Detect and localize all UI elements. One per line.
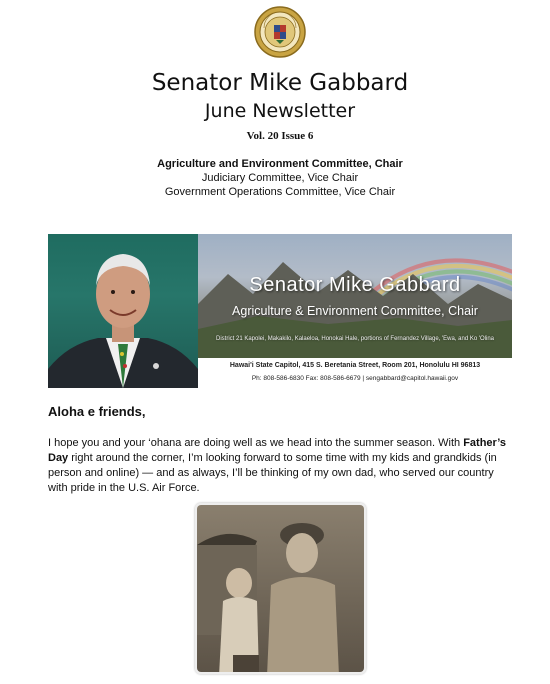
intro-paragraph bbox=[48, 436, 514, 496]
banner-info bbox=[198, 234, 512, 388]
banner-address: Hawai'i State Capitol, 415 S. Beretania Street, Room 201, Honolulu HI 96813 bbox=[229, 362, 481, 369]
banner-role: Agriculture & Environment Committee, Chair bbox=[232, 304, 478, 318]
fathers-day-emphasis: Father’s Day bbox=[48, 437, 506, 464]
intro-text-end: right around the corner, I’m looking forward to some time with my kids and grandkids (in person and online) — and as always, I’ll be thinking of my own dad, who served our country with pride in the U.S. Air Force. bbox=[48, 452, 497, 494]
banner-contact: Ph: 808-586-6830 Fax: 808-586-6679 | sengabbard@capitol.hawaii.gov bbox=[251, 375, 459, 382]
greeting-heading: Aloha e friends, bbox=[48, 404, 146, 419]
state-seal-icon bbox=[254, 6, 306, 58]
banner-senator-name: Senator Mike Gabbard bbox=[249, 274, 461, 296]
senator-banner bbox=[48, 234, 512, 388]
newsletter-title: Senator Mike Gabbard bbox=[151, 70, 409, 96]
intro-text-start: I hope you and your ‘ohana are doing well as we head into the summer season. With bbox=[48, 437, 464, 449]
committee-list bbox=[0, 157, 550, 199]
banner-district: District 21 Kapolei, Makakilo, Kalaeloa, Honokai Hale, portions of Fernandez Village, 'Ewa, and Ko 'Olina bbox=[216, 336, 494, 342]
committee-chair: Agriculture and Environment Committee, Chair bbox=[157, 158, 403, 170]
mountain-rainbow-image bbox=[198, 234, 512, 358]
committee-vice-judiciary: Judiciary Committee, Vice Chair bbox=[201, 172, 359, 184]
family-photo bbox=[195, 503, 366, 674]
committee-vice-government: Government Operations Committee, Vice Chair bbox=[164, 186, 396, 198]
newsletter-issue: June Newsletter bbox=[204, 100, 356, 122]
volume-label: Vol. 20 Issue 6 bbox=[246, 130, 314, 142]
senator-portrait bbox=[48, 234, 198, 388]
